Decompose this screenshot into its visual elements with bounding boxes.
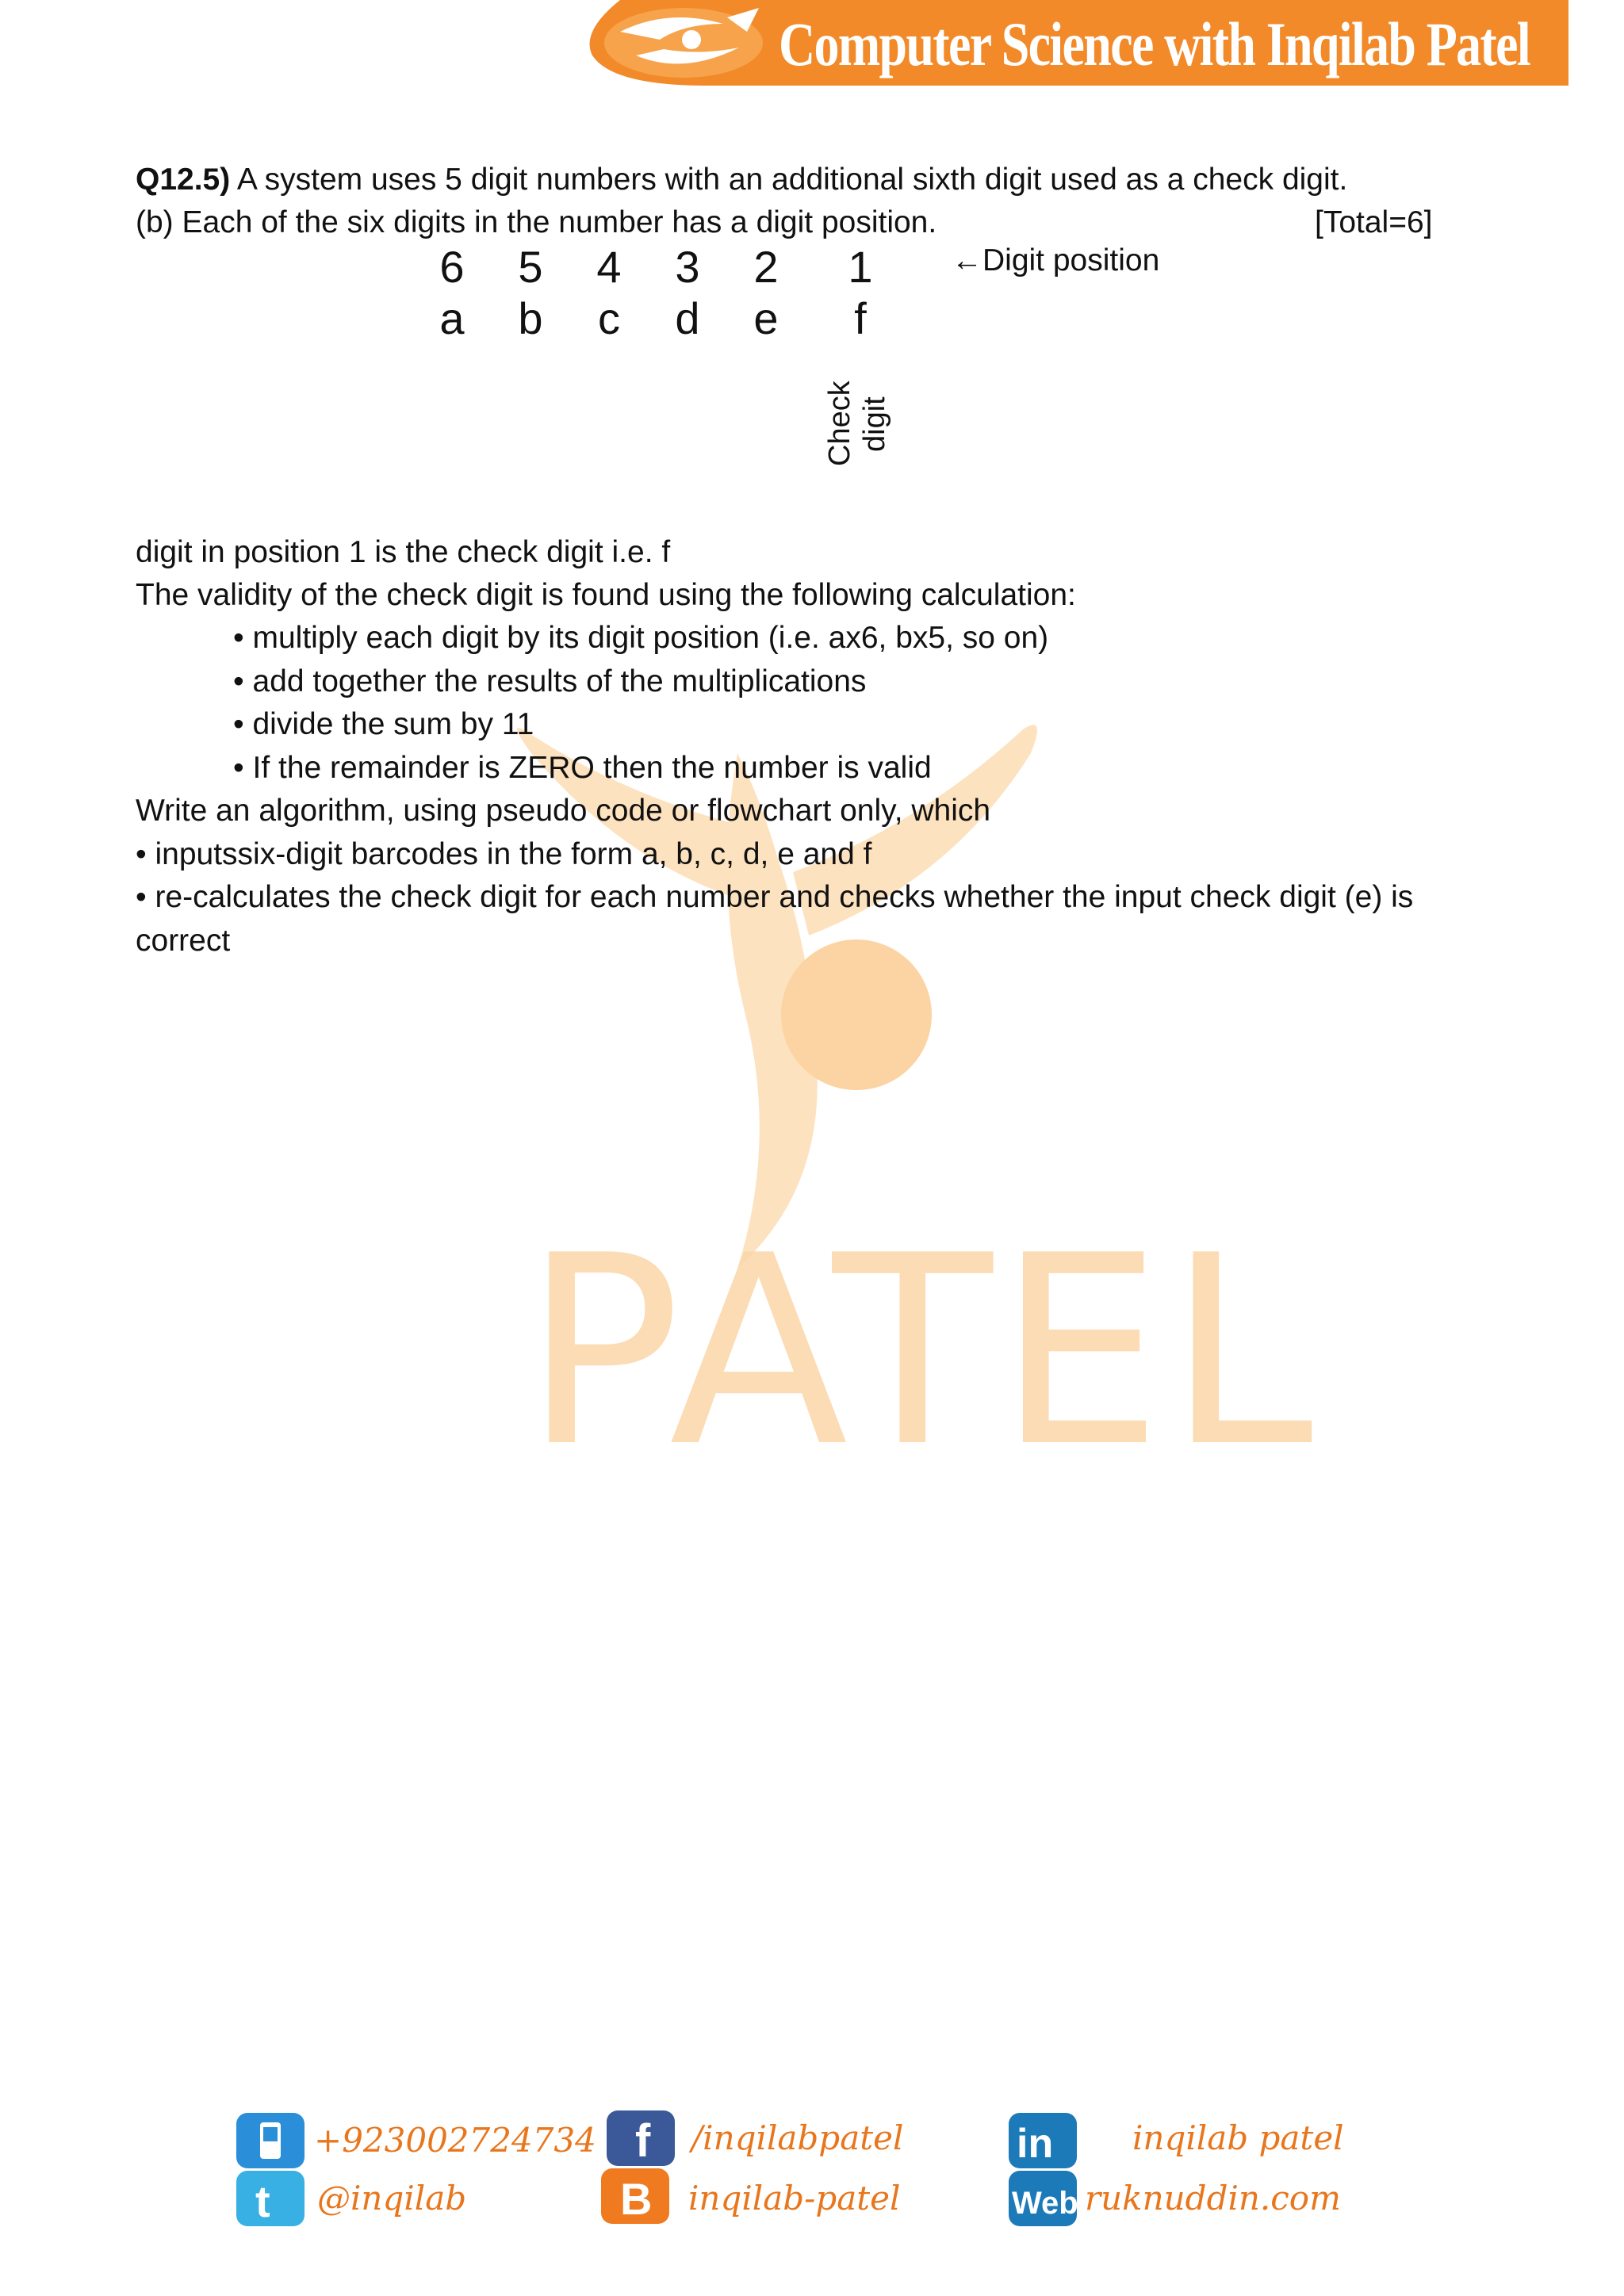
task-item-1: • inputssix-digit barcodes in the form a, b, c, d, e and f: [136, 837, 872, 871]
letter-cell: d: [675, 293, 700, 343]
svg-text:t: t: [255, 2176, 270, 2226]
check-label-line-1: Check: [823, 381, 856, 466]
twitter-icon: [236, 2171, 304, 2226]
position-cell: 4: [596, 242, 622, 292]
question-line-2: (b) Each of the six digits in the number has a digit position.: [136, 205, 937, 239]
linkedin-link[interactable]: inqilab patel: [1132, 2118, 1344, 2157]
calc-step-3: • divide the sum by 11: [233, 707, 534, 741]
task-item-2: • re-calculates the check digit for each number and checks whether the input check digit (e) is: [136, 880, 1414, 914]
phone-icon: [236, 2113, 304, 2168]
web-icon: [1009, 2171, 1077, 2226]
position-cell: 5: [518, 242, 543, 292]
web-link[interactable]: ruknuddin.com: [1085, 2179, 1341, 2218]
header-banner: [588, 0, 1568, 89]
check-digit-label: [823, 373, 894, 468]
position-cell: 6: [439, 242, 465, 292]
calc-step-1: • multiply each digit by its digit position (i.e. ax6, bx5, so on): [233, 621, 1049, 655]
digit-position-row: [428, 242, 888, 293]
digit-letter-row: [428, 293, 888, 344]
position-cell: 2: [753, 242, 779, 292]
svg-text:B: B: [620, 2174, 653, 2224]
phone-number[interactable]: +923002724734: [314, 2121, 596, 2160]
letter-cell: a: [439, 293, 465, 343]
letter-cell: b: [518, 293, 543, 343]
position-cell: 1: [848, 242, 873, 292]
banner-title: Computer Science with Inqilab Patel: [779, 10, 1530, 78]
blogger-link[interactable]: inqilab-patel: [688, 2179, 901, 2218]
letter-cell: c: [598, 293, 620, 343]
facebook-icon: [607, 2110, 675, 2166]
question-number: Q12.5): [136, 163, 231, 197]
calc-step-4: • If the remainder is ZERO then the number is valid: [233, 751, 932, 785]
check-digit-statement: digit in position 1 is the check digit i.e. f: [136, 535, 671, 569]
check-label-line-2: digit: [858, 396, 891, 452]
twitter-link[interactable]: @inqilab: [317, 2179, 467, 2218]
letter-cell: e: [753, 293, 779, 343]
task-item-2-continued: correct: [136, 924, 231, 958]
blogger-icon: [601, 2168, 669, 2224]
total-marks: [Total=6]: [1315, 205, 1433, 239]
facebook-link[interactable]: /inqilabpatel: [691, 2118, 904, 2157]
svg-text:in: in: [1017, 2121, 1054, 2167]
task-intro: Write an algorithm, using pseudo code or flowchart only, which: [136, 794, 991, 828]
svg-text:Web: Web: [1012, 2186, 1077, 2221]
watermark-text: PATEL: [523, 1200, 1318, 1504]
position-cell: 3: [675, 242, 700, 292]
question-line-1: [136, 159, 1347, 201]
calc-step-2: • add together the results of the multiplications: [233, 664, 867, 698]
letter-cell: f: [854, 293, 867, 343]
digit-position-label: ←Digit position: [952, 243, 1160, 277]
svg-text:f: f: [635, 2115, 651, 2166]
validity-intro: The validity of the check digit is found using the following calculation:: [136, 578, 1076, 612]
linkedin-icon: [1009, 2113, 1077, 2168]
question-intro: A system uses 5 digit numbers with an additional sixth digit used as a check digit.: [230, 163, 1348, 197]
